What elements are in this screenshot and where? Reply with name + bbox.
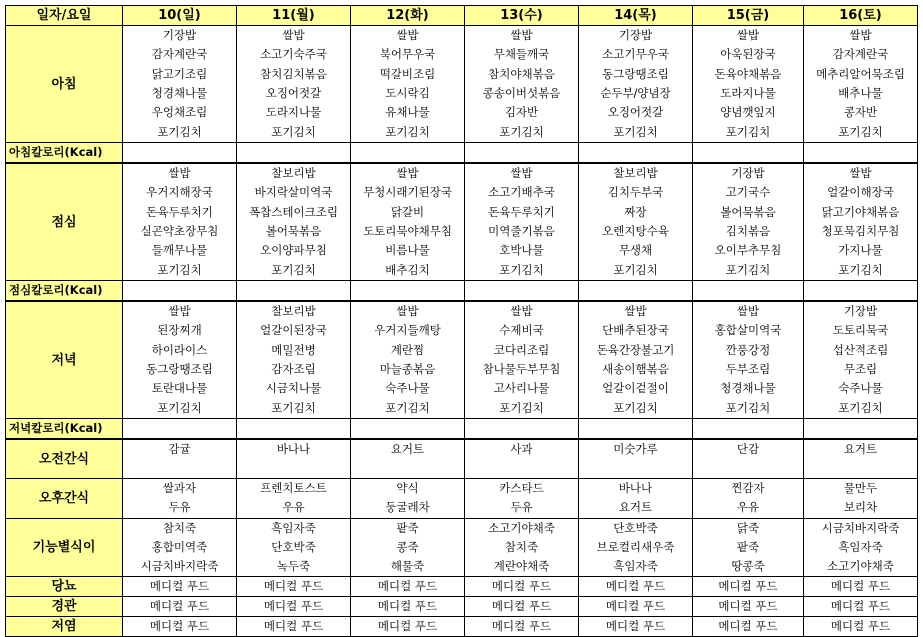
menu-item: 돈육두루치기	[146, 204, 213, 219]
menu-item: 쌀밥	[510, 304, 533, 319]
menu-item: 포기김치	[613, 400, 658, 415]
medical-food-cell: 메디컬 푸드	[693, 617, 804, 637]
menu-item: 팥죽	[396, 520, 419, 535]
menu-item: 폭찹스테이크조림	[249, 204, 338, 219]
menu-item: 쌀밥	[510, 28, 533, 43]
calorie-cell	[351, 143, 465, 164]
functional-cell	[351, 518, 465, 577]
row-label: 당뇨	[6, 577, 123, 597]
menu-item: 기장밥	[843, 304, 878, 319]
menu-item: 메밀전병	[271, 342, 316, 357]
menu-item: 메추리알어묵조림	[816, 66, 905, 81]
menu-item: 무채들깨국	[493, 47, 550, 62]
dinner-cell	[693, 301, 804, 419]
menu-item: 새송이햄볶음	[602, 362, 669, 376]
breakfast-cell	[465, 26, 579, 143]
calorie-cell	[465, 143, 579, 164]
row-label: 저염	[6, 617, 123, 637]
day-header: 15(금)	[693, 6, 804, 26]
menu-item: 된장찌개	[157, 323, 202, 338]
low_salt-row	[6, 617, 918, 637]
menu-item: 돈육간장불고기	[596, 342, 675, 357]
menu-item: 소고기야채죽	[827, 559, 894, 574]
functional-cell	[804, 518, 918, 577]
calorie-cell	[579, 281, 693, 302]
pm_snack-row	[6, 479, 918, 519]
menu-item: 숙주나물	[385, 381, 430, 396]
menu-item: 쌀밥	[624, 304, 647, 319]
calorie-cell	[693, 281, 804, 302]
medical-food-cell: 메디컬 푸드	[804, 577, 918, 597]
medical-food-cell: 메디컬 푸드	[693, 577, 804, 597]
menu-item: 포기김치	[385, 400, 430, 415]
menu-item: 무조림	[843, 362, 878, 376]
menu-item: 들깨무나물	[151, 243, 208, 258]
menu-item: 찰보리밥	[271, 304, 316, 319]
menu-item: 참치죽	[504, 539, 539, 554]
medical-food-cell: 메디컬 푸드	[123, 577, 237, 597]
lunch-row	[6, 163, 918, 281]
menu-item: 도토리묵국	[832, 323, 889, 338]
pm_snack-cell	[351, 479, 465, 519]
medical-food-cell: 메디컬 푸드	[465, 597, 579, 617]
menu-item: 오이양파무침	[260, 243, 327, 258]
day-header: 10(일)	[123, 6, 237, 26]
menu-item: 포기김치	[613, 262, 658, 277]
menu-item: 마늘종볶음	[379, 362, 436, 376]
menu-item: 실곤약초장무침	[140, 224, 219, 238]
menu-item: 시금치나물	[265, 381, 322, 396]
menu-item: 오징어젓갈	[607, 105, 664, 120]
pm_snack-cell	[804, 479, 918, 519]
menu-item: 흑임자죽	[613, 559, 658, 574]
lunch-cell	[804, 163, 918, 281]
medical-food-cell: 메디컬 푸드	[351, 597, 465, 617]
calorie-cell	[351, 419, 465, 440]
medical-food-cell: 메디컬 푸드	[237, 597, 351, 617]
menu-item: 동그랑땡조림	[602, 66, 669, 81]
menu-item: 요거트	[618, 500, 653, 515]
menu-item: 단배추된장국	[602, 323, 669, 338]
pm_snack-cell	[123, 479, 237, 519]
menu-item: 포기김치	[499, 124, 544, 139]
menu-item: 양념깻잎지	[720, 105, 776, 120]
corner-header: 일자/요일	[6, 6, 123, 26]
menu-item: 바지락살미역국	[254, 185, 333, 200]
menu-item: 요거트	[843, 442, 878, 456]
calorie-cell	[123, 281, 237, 302]
menu-item: 쌀밥	[168, 304, 191, 319]
menu-item: 프렌치토스트	[260, 481, 327, 495]
menu-item: 도라지나물	[720, 86, 776, 100]
menu-item: 소고기야채죽	[488, 520, 555, 535]
am_snack-cell	[351, 439, 465, 479]
menu-item: 닭죽	[736, 520, 760, 535]
menu-item: 도토리묵야채무침	[363, 224, 452, 238]
menu-item: 두유	[510, 500, 533, 515]
menu-item: 사과	[510, 442, 533, 456]
menu-item: 참치야채볶음	[488, 66, 555, 81]
menu-item: 쌀밥	[736, 304, 760, 319]
menu-item: 카스타드	[499, 481, 544, 495]
menu-item: 포기김치	[157, 124, 202, 139]
medical-food-cell: 메디컬 푸드	[579, 597, 693, 617]
menu-item: 순두부/양념장	[600, 86, 671, 100]
pm_snack-cell	[579, 479, 693, 519]
menu-item: 포기김치	[613, 124, 658, 139]
menu-item: 감자계란국	[832, 47, 889, 62]
menu-item: 콩송이버섯볶음	[482, 86, 561, 100]
menu-item: 두부조림	[725, 362, 771, 376]
menu-item: 김치볶음	[725, 224, 771, 238]
am_snack-cell	[693, 439, 804, 479]
menu-item: 미역줄기볶음	[488, 224, 555, 238]
menu-item: 소고기숙주국	[260, 47, 327, 62]
menu-item: 북어무우국	[379, 47, 436, 62]
lunch_cal-row	[6, 281, 918, 302]
calorie-cell	[693, 419, 804, 440]
menu-item: 찐감자	[731, 481, 765, 495]
medical-food-cell: 메디컬 푸드	[579, 617, 693, 637]
menu-item: 포기김치	[271, 400, 316, 415]
menu-item: 소고기무우국	[602, 47, 669, 62]
breakfast-cell	[123, 26, 237, 143]
menu-item: 얼갈이된장국	[260, 323, 327, 338]
menu-item: 우유	[282, 500, 305, 515]
menu-item: 약식	[396, 481, 419, 495]
menu-item: 감귤	[168, 442, 191, 456]
menu-item: 토란대나물	[151, 381, 208, 396]
am_snack-cell	[123, 439, 237, 479]
menu-item: 닭고기조림	[151, 66, 208, 81]
functional-cell	[465, 518, 579, 577]
calorie-cell	[804, 281, 918, 302]
menu-item: 청경채나물	[720, 381, 776, 396]
menu-item: 감자조림	[271, 362, 316, 376]
menu-item: 수제비국	[499, 323, 544, 338]
menu-item: 단호박죽	[613, 520, 658, 535]
medical-food-cell: 메디컬 푸드	[693, 597, 804, 617]
am_snack-cell	[579, 439, 693, 479]
menu-item: 소고기배추국	[488, 185, 555, 200]
menu-item: 포기김치	[838, 400, 883, 415]
menu-item: 무청시래기된장국	[363, 185, 452, 200]
menu-item: 아욱된장국	[720, 47, 776, 62]
menu-item: 포기김치	[157, 400, 202, 415]
menu-item: 둥굴레차	[385, 500, 430, 515]
menu-item: 기장밥	[618, 28, 653, 43]
menu-item: 볼어묵볶음	[265, 224, 322, 238]
menu-item: 보리차	[843, 500, 878, 515]
dinner-cell	[351, 301, 465, 419]
row-label: 점심	[6, 163, 123, 281]
menu-item: 쌀밥	[396, 304, 419, 319]
menu-item: 계란야채죽	[493, 559, 550, 574]
breakfast-cell	[237, 26, 351, 143]
medical-food-cell: 메디컬 푸드	[123, 597, 237, 617]
dinner-cell	[804, 301, 918, 419]
calorie-cell	[579, 143, 693, 164]
menu-item: 브로컬리새우죽	[596, 539, 675, 554]
breakfast-cell	[804, 26, 918, 143]
menu-item: 고사리나물	[493, 381, 550, 396]
weekly-meal-table	[5, 5, 918, 637]
menu-item: 포기김치	[838, 262, 883, 277]
breakfast-row	[6, 26, 918, 143]
medical-food-cell: 메디컬 푸드	[351, 617, 465, 637]
pm_snack-cell	[237, 479, 351, 519]
menu-item: 바나나	[276, 442, 311, 456]
menu-item: 시금치바지락죽	[821, 520, 900, 535]
medical-food-cell: 메디컬 푸드	[465, 617, 579, 637]
menu-item: 우거지해장국	[146, 185, 213, 200]
am_snack-cell	[465, 439, 579, 479]
menu-item: 얼갈이겉절이	[602, 381, 669, 396]
row-label: 아침	[6, 26, 123, 143]
menu-item: 홍합미역죽	[151, 539, 208, 554]
dinner-cell	[579, 301, 693, 419]
menu-item: 물만두	[843, 481, 878, 495]
day-header: 13(수)	[465, 6, 579, 26]
dinner-cell	[465, 301, 579, 419]
lunch-cell	[351, 163, 465, 281]
lunch-cell	[123, 163, 237, 281]
menu-item: 기장밥	[731, 166, 765, 181]
functional-cell	[123, 518, 237, 577]
functional-cell	[579, 518, 693, 577]
menu-item: 돈육두루치기	[488, 204, 555, 219]
lunch-cell	[693, 163, 804, 281]
medical-food-cell: 메디컬 푸드	[804, 597, 918, 617]
day-header: 16(토)	[804, 6, 918, 26]
menu-item: 배추김치	[385, 262, 430, 277]
breakfast-cell	[351, 26, 465, 143]
pm_snack-cell	[465, 479, 579, 519]
menu-item: 흑임자죽	[838, 539, 883, 554]
menu-item: 닭고기야채볶음	[821, 204, 900, 219]
menu-item: 얼갈이해장국	[827, 185, 894, 200]
calorie-cell	[465, 281, 579, 302]
menu-item: 두유	[168, 500, 191, 515]
menu-item: 바나나	[618, 481, 653, 495]
menu-item: 깐풍강정	[725, 342, 771, 357]
medical-food-cell: 메디컬 푸드	[237, 617, 351, 637]
lunch-cell	[465, 163, 579, 281]
menu-item: 쌀밥	[736, 28, 760, 43]
menu-item: 쌀밥	[849, 166, 872, 181]
row-label: 저녁	[6, 301, 123, 419]
breakfast-cell	[693, 26, 804, 143]
calorie-cell	[237, 143, 351, 164]
functional-cell	[237, 518, 351, 577]
menu-item: 무생채	[618, 243, 653, 258]
menu-item: 팥죽	[736, 539, 760, 554]
menu-item: 가지나물	[838, 243, 883, 258]
menu-item: 김자반	[504, 105, 539, 120]
row-label: 저녁칼로리(Kcal)	[6, 419, 123, 440]
calorie-cell	[123, 419, 237, 440]
menu-item: 하이라이스	[151, 342, 208, 357]
calorie-cell	[237, 281, 351, 302]
row-label: 경관	[6, 597, 123, 617]
menu-item: 콩죽	[396, 539, 419, 554]
menu-item: 포기김치	[838, 124, 883, 139]
row-label: 점심칼로리(Kcal)	[6, 281, 123, 302]
menu-item: 오렌지탕수육	[602, 224, 669, 238]
dinner-cell	[237, 301, 351, 419]
menu-item: 참나물두부무침	[482, 362, 561, 376]
menu-item: 포기김치	[385, 124, 430, 139]
am_snack-row	[6, 439, 918, 479]
menu-item: 우유	[736, 500, 760, 515]
menu-item: 쌀밥	[168, 166, 191, 181]
menu-item: 녹두죽	[276, 559, 311, 574]
menu-item: 흑임자죽	[271, 520, 316, 535]
lunch-cell	[579, 163, 693, 281]
menu-item: 쌀밥	[396, 28, 419, 43]
am_snack-cell	[804, 439, 918, 479]
menu-item: 시금치바지락죽	[140, 559, 219, 574]
menu-item: 섭산적조림	[832, 342, 889, 357]
menu-item: 짜장	[624, 204, 647, 219]
menu-item: 요거트	[390, 442, 425, 456]
menu-item: 단감	[736, 442, 760, 456]
menu-item: 도라지나물	[265, 105, 322, 120]
menu-item: 포기김치	[725, 400, 771, 415]
menu-item: 땅콩죽	[731, 559, 765, 574]
menu-item: 포기김치	[499, 400, 544, 415]
menu-item: 미숫가루	[613, 442, 658, 456]
menu-item: 참치김치볶음	[260, 66, 327, 81]
menu-item: 청포묵김치무침	[821, 224, 900, 238]
dinner_cal-row	[6, 419, 918, 440]
menu-item: 숙주나물	[838, 381, 883, 396]
row-label: 오전간식	[6, 439, 123, 479]
menu-item: 계란찜	[390, 342, 425, 357]
menu-item: 돈육야채볶음	[714, 66, 782, 81]
day-header: 14(목)	[579, 6, 693, 26]
pm_snack-cell	[693, 479, 804, 519]
calorie-cell	[351, 281, 465, 302]
menu-item: 포기김치	[271, 124, 316, 139]
menu-item: 김치두부국	[607, 185, 664, 200]
row-label: 아침칼로리(Kcal)	[6, 143, 123, 164]
calorie-cell	[237, 419, 351, 440]
menu-item: 단호박죽	[271, 539, 316, 554]
menu-item: 도시락김	[385, 86, 430, 100]
row-label: 오후간식	[6, 479, 123, 519]
menu-item: 우엉채조림	[151, 105, 208, 120]
calorie-cell	[804, 143, 918, 164]
menu-item: 쌀밥	[510, 166, 533, 181]
menu-item: 쌀밥	[849, 28, 872, 43]
medical-food-cell: 메디컬 푸드	[123, 617, 237, 637]
medical-food-cell: 메디컬 푸드	[351, 577, 465, 597]
menu-item: 찰보리밥	[613, 166, 658, 181]
breakfast-cell	[579, 26, 693, 143]
menu-item: 청경채나물	[151, 86, 208, 100]
calorie-cell	[465, 419, 579, 440]
medical-food-cell: 메디컬 푸드	[237, 577, 351, 597]
menu-item: 포기김치	[725, 262, 771, 277]
calorie-cell	[804, 419, 918, 440]
menu-item: 코다리조림	[493, 342, 550, 357]
menu-item: 감자계란국	[151, 47, 208, 62]
medical-food-cell: 메디컬 푸드	[465, 577, 579, 597]
menu-item: 포기김치	[271, 262, 316, 277]
calorie-cell	[579, 419, 693, 440]
menu-item: 포기김치	[157, 262, 202, 277]
menu-item: 닭갈비	[390, 204, 425, 219]
menu-item: 쌀밥	[282, 28, 305, 43]
header-row	[6, 6, 918, 26]
breakfast_cal-row	[6, 143, 918, 164]
menu-item: 호박나물	[499, 243, 544, 258]
row-label: 기능별식이	[6, 518, 123, 577]
dinner-row	[6, 301, 918, 419]
diabetes-row	[6, 577, 918, 597]
menu-item: 찰보리밥	[271, 166, 316, 181]
menu-item: 우거지들깨탕	[374, 323, 441, 338]
day-header: 12(화)	[351, 6, 465, 26]
functional-cell	[693, 518, 804, 577]
medical-food-cell: 메디컬 푸드	[804, 617, 918, 637]
day-header: 11(월)	[237, 6, 351, 26]
menu-item: 쌀과자	[162, 481, 197, 495]
calorie-cell	[123, 143, 237, 164]
calorie-cell	[693, 143, 804, 164]
menu-item: 유채나물	[385, 105, 430, 120]
functional-row	[6, 518, 918, 577]
menu-item: 고기국수	[725, 185, 771, 200]
menu-item: 오징어젓갈	[265, 86, 322, 100]
tube-row	[6, 597, 918, 617]
menu-item: 쌀밥	[396, 166, 419, 181]
medical-food-cell: 메디컬 푸드	[579, 577, 693, 597]
menu-item: 떡갈비조림	[379, 66, 436, 81]
menu-item: 해물죽	[390, 559, 425, 574]
lunch-cell	[237, 163, 351, 281]
menu-item: 포기김치	[499, 262, 544, 277]
menu-item: 포기김치	[725, 124, 771, 139]
menu-item: 배추나물	[838, 86, 883, 100]
menu-item: 비름나물	[385, 243, 430, 258]
am_snack-cell	[237, 439, 351, 479]
menu-item: 콩자반	[843, 105, 878, 120]
menu-item: 참치죽	[162, 520, 197, 535]
menu-item: 동그랑땡조림	[146, 362, 213, 376]
menu-item: 기장밥	[162, 28, 197, 43]
menu-item: 오이부추무침	[714, 243, 782, 258]
menu-item: 볼어묵볶음	[720, 204, 776, 219]
menu-item: 홍합살미역국	[714, 323, 782, 338]
dinner-cell	[123, 301, 237, 419]
